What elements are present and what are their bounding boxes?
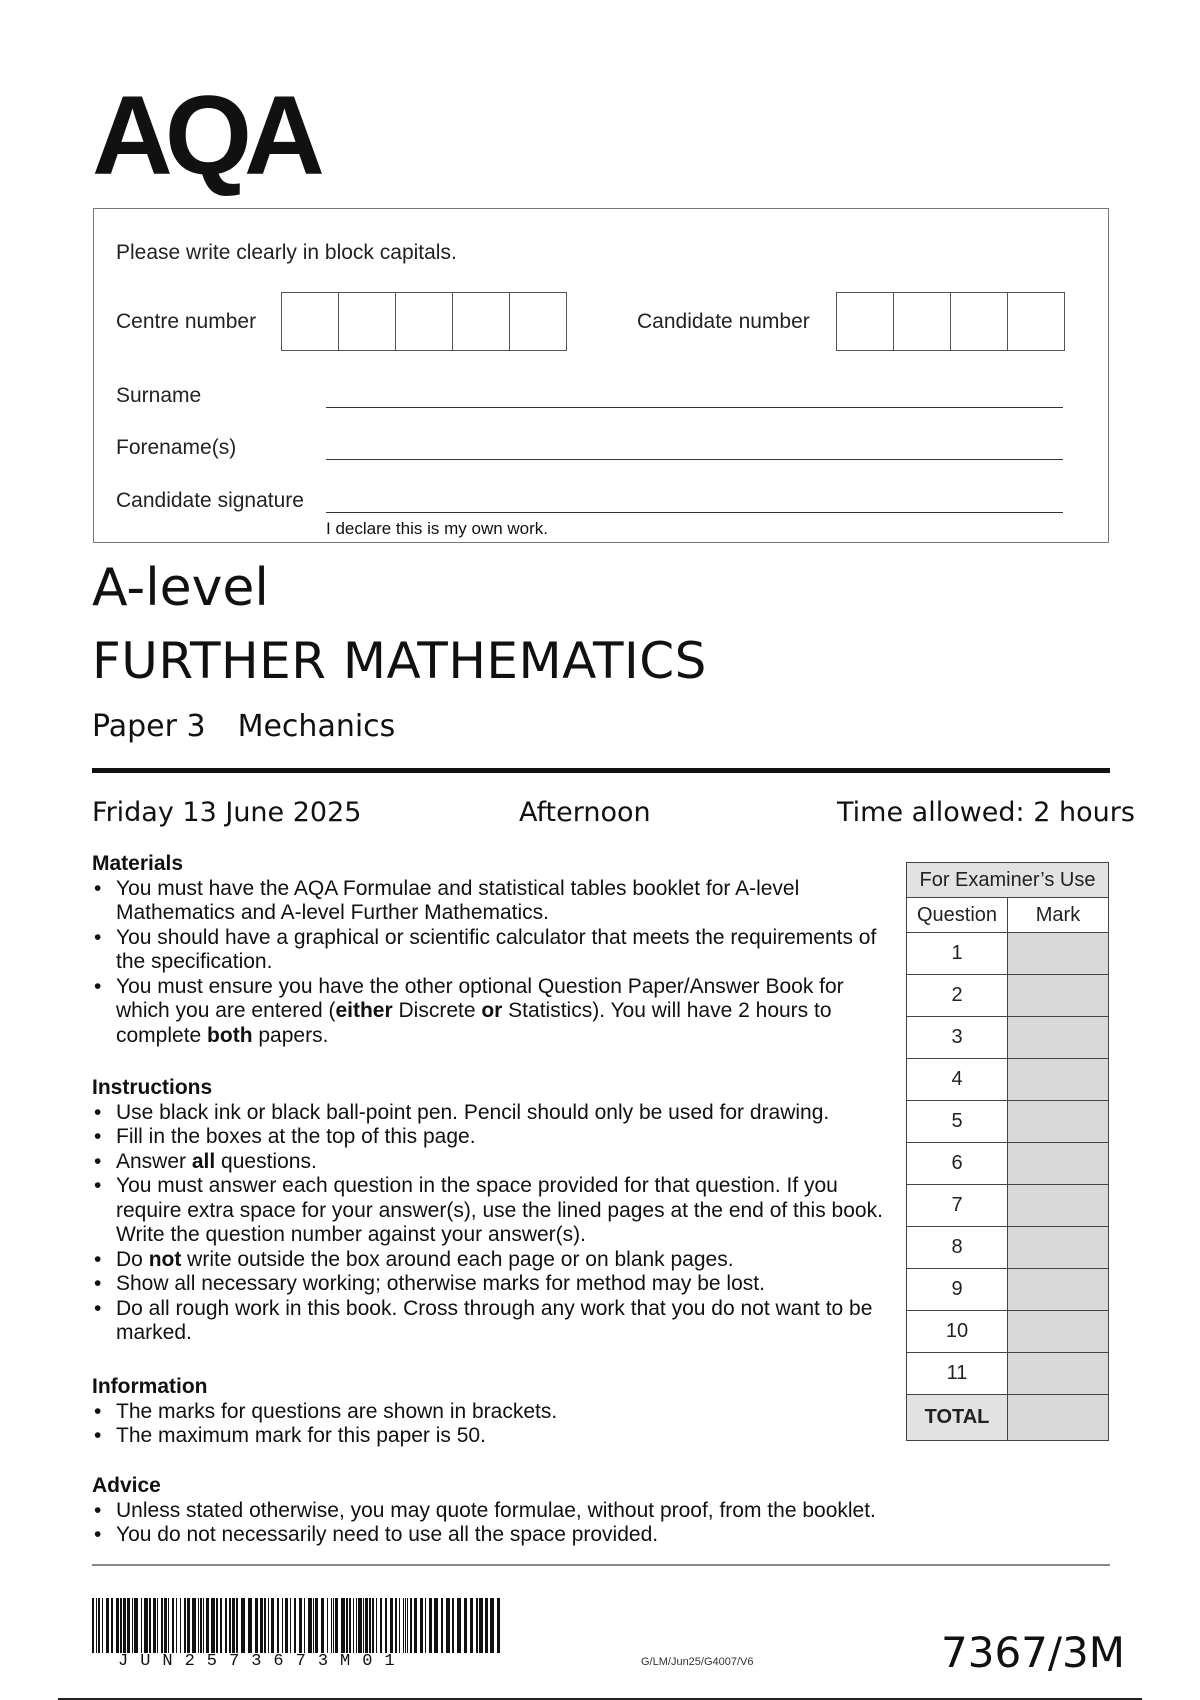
advice-section xyxy=(92,1474,992,1548)
document-reference: G/LM/Jun25/G4007/V6 xyxy=(641,1656,754,1668)
barcode xyxy=(92,1598,502,1653)
mark-cell xyxy=(1008,1143,1109,1185)
barcode-bar xyxy=(271,1598,274,1653)
barcode-bar xyxy=(464,1598,467,1653)
materials-item: • You should have a graphical or scientific calculator that meets the requirements of the specification. xyxy=(116,926,882,975)
materials-item: • You must ensure you have the other optional Question Paper/Answer Book for which you are entered (either Discrete or Statistics). You will have 2 hours to complete both papers. xyxy=(116,975,882,1049)
barcode-bar xyxy=(200,1598,202,1653)
centre-digit-box[interactable] xyxy=(395,292,453,351)
information-item: • The marks for questions are shown in brackets. xyxy=(116,1400,892,1425)
barcode-bar xyxy=(294,1598,296,1653)
materials-section xyxy=(92,852,882,1048)
materials-item: • You must have the AQA Formulae and statistical tables booklet for A-level Mathematics and A-level Further Mathematics. xyxy=(116,877,882,926)
information-item: • The maximum mark for this paper is 50. xyxy=(116,1424,892,1449)
barcode-bar xyxy=(184,1598,186,1653)
block-capitals-instruction: Please write clearly in block capitals. xyxy=(116,241,457,264)
candidate-digit-box[interactable] xyxy=(950,292,1008,351)
barcode-bar xyxy=(211,1598,215,1653)
barcode-bar xyxy=(485,1598,488,1653)
barcode-bar xyxy=(349,1598,351,1653)
mark-cell xyxy=(1008,1101,1109,1143)
total-label: TOTAL xyxy=(907,1395,1008,1441)
barcode-bar xyxy=(123,1598,126,1653)
barcode-bar xyxy=(327,1598,328,1653)
instructions-heading: Instructions xyxy=(92,1076,213,1099)
barcode-bar xyxy=(164,1598,167,1653)
candidate-digit-box[interactable] xyxy=(1007,292,1065,351)
footer-divider xyxy=(92,1564,1110,1566)
barcode-bar xyxy=(264,1598,266,1653)
barcode-bar xyxy=(172,1598,174,1653)
barcode-bar xyxy=(198,1598,199,1653)
barcode-bar xyxy=(385,1598,387,1653)
barcode-bar xyxy=(134,1598,138,1653)
advice-heading: Advice xyxy=(92,1474,161,1497)
subject-title: FURTHER MATHEMATICS xyxy=(92,632,707,690)
barcode-bar xyxy=(157,1598,158,1653)
advice-item: • You do not necessarily need to use all the space provided. xyxy=(116,1523,992,1548)
barcode-bar xyxy=(260,1598,263,1653)
instructions-item: • Answer all questions. xyxy=(116,1150,892,1175)
barcode-bar xyxy=(127,1598,130,1653)
barcode-bar xyxy=(376,1598,377,1653)
candidate-number-label: Candidate number xyxy=(637,310,810,333)
barcode-bar xyxy=(176,1598,177,1653)
barcode-bar xyxy=(429,1598,432,1653)
barcode-bar xyxy=(277,1598,279,1653)
instructions-section xyxy=(92,1076,892,1346)
instructions-item: • Do not write outside the box around each page or on blank pages. xyxy=(116,1248,892,1273)
barcode-bar xyxy=(452,1598,454,1653)
barcode-bar xyxy=(285,1598,288,1653)
instructions-item: • Show all necessary working; otherwise marks for method may be lost. xyxy=(116,1272,892,1297)
barcode-bar xyxy=(399,1598,400,1653)
barcode-bar xyxy=(434,1598,438,1653)
barcode-bar xyxy=(341,1598,345,1653)
total-mark-cell xyxy=(1008,1395,1109,1441)
mark-cell xyxy=(1008,933,1109,975)
barcode-bar xyxy=(116,1598,119,1653)
mark-cell xyxy=(1008,975,1109,1017)
examiner-table-title: For Examiner’s Use xyxy=(907,863,1109,898)
barcode-bar xyxy=(220,1598,222,1653)
barcode-bar xyxy=(315,1598,318,1653)
mark-cell xyxy=(1008,1185,1109,1227)
barcode-bar xyxy=(98,1598,100,1653)
mark-column-header: Mark xyxy=(1008,898,1109,933)
barcode-bar xyxy=(353,1598,354,1653)
title-rule xyxy=(92,768,1110,773)
centre-number-label: Centre number xyxy=(116,310,257,333)
paper-name: Mechanics xyxy=(237,709,396,744)
barcode-bar xyxy=(232,1598,235,1653)
barcode-bar xyxy=(255,1598,258,1653)
barcode-bar xyxy=(149,1598,151,1653)
barcode-text: JUN2573673M01 xyxy=(118,1652,407,1671)
mark-cell xyxy=(1008,1269,1109,1311)
paper-code: 7367/3M xyxy=(941,1628,1125,1677)
barcode-bar xyxy=(111,1598,113,1653)
barcode-bar xyxy=(153,1598,156,1653)
mark-cell xyxy=(1008,1017,1109,1059)
barcode-bar xyxy=(446,1598,450,1653)
mark-cell xyxy=(1008,1311,1109,1353)
barcode-bar xyxy=(236,1598,238,1653)
barcode-bar xyxy=(369,1598,371,1653)
barcode-bar xyxy=(92,1598,94,1653)
mark-cell xyxy=(1008,1059,1109,1101)
instructions-item: • Use black ink or black ball-point pen. Pencil should only be used for drawing. xyxy=(116,1101,892,1126)
surname-line[interactable] xyxy=(326,407,1063,408)
forename-line[interactable] xyxy=(326,459,1063,460)
instructions-item: • You must answer each question in the space provided for that question. If you require extra space for your answer(s), use the lined pages at the end of this book. Write the question number against your answer(s). xyxy=(116,1174,892,1248)
centre-digit-box[interactable] xyxy=(281,292,339,351)
question-number: 7 xyxy=(907,1185,1008,1227)
qualification-level: A-level xyxy=(92,558,269,618)
question-number: 11 xyxy=(907,1353,1008,1395)
barcode-bar xyxy=(365,1598,368,1653)
barcode-bar xyxy=(248,1598,252,1653)
barcode-bar xyxy=(407,1598,408,1653)
signature-label: Candidate signature xyxy=(116,489,304,512)
barcode-bar xyxy=(241,1598,245,1653)
barcode-bar xyxy=(290,1598,291,1653)
barcode-bar xyxy=(346,1598,348,1653)
barcode-bar xyxy=(304,1598,305,1653)
exam-session: Afternoon xyxy=(519,797,651,828)
barcode-bar xyxy=(497,1598,500,1653)
barcode-bar xyxy=(168,1598,169,1653)
advice-item: • Unless stated otherwise, you may quote formulae, without proof, from the booklet. xyxy=(116,1499,992,1524)
forename-label: Forename(s) xyxy=(116,436,237,459)
instructions-item: • Do all rough work in this book. Cross through any work that you do not want to be marked. xyxy=(116,1297,892,1346)
question-number: 5 xyxy=(907,1101,1008,1143)
barcode-bar xyxy=(313,1598,314,1653)
barcode-bar xyxy=(180,1598,181,1653)
barcode-bar xyxy=(206,1598,209,1653)
barcode-bar xyxy=(299,1598,302,1653)
question-column-header: Question xyxy=(907,898,1008,933)
barcode-bar xyxy=(132,1598,133,1653)
centre-digit-box[interactable] xyxy=(338,292,396,351)
mark-cell xyxy=(1008,1227,1109,1269)
question-number: 8 xyxy=(907,1227,1008,1269)
barcode-bar xyxy=(161,1598,163,1653)
barcode-bar xyxy=(106,1598,109,1653)
barcode-bar xyxy=(144,1598,148,1653)
barcode-bar xyxy=(333,1598,334,1653)
information-heading: Information xyxy=(92,1375,208,1398)
instructions-item: • Fill in the boxes at the top of this page. xyxy=(116,1125,892,1150)
materials-heading: Materials xyxy=(92,852,184,875)
information-section xyxy=(92,1375,892,1449)
surname-label: Surname xyxy=(116,384,202,407)
barcode-bar xyxy=(102,1598,103,1653)
question-number: 1 xyxy=(907,933,1008,975)
barcode-bar xyxy=(403,1598,404,1653)
question-number: 2 xyxy=(907,975,1008,1017)
time-allowed: Time allowed: 2 hours xyxy=(837,797,1135,828)
barcode-bar xyxy=(395,1598,397,1653)
barcode-bar xyxy=(490,1598,494,1653)
barcode-bar xyxy=(358,1598,362,1653)
barcode-bar xyxy=(414,1598,417,1653)
barcode-bar xyxy=(268,1598,269,1653)
question-number: 9 xyxy=(907,1269,1008,1311)
question-number: 10 xyxy=(907,1311,1008,1353)
barcode-bar xyxy=(229,1598,231,1653)
declaration-text: I declare this is my own work. xyxy=(326,519,549,538)
centre-digit-box[interactable] xyxy=(509,292,567,351)
barcode-bar xyxy=(425,1598,426,1653)
barcode-bar xyxy=(390,1598,393,1653)
exam-date: Friday 13 June 2025 xyxy=(92,797,362,828)
question-number: 3 xyxy=(907,1017,1008,1059)
barcode-bar xyxy=(141,1598,142,1653)
barcode-bar xyxy=(410,1598,412,1653)
barcode-bar xyxy=(356,1598,357,1653)
barcode-bar xyxy=(335,1598,338,1653)
barcode-bar xyxy=(372,1598,374,1653)
barcode-bar xyxy=(331,1598,332,1653)
barcode-bar xyxy=(216,1598,218,1653)
candidate-digit-box[interactable] xyxy=(893,292,951,351)
barcode-bar xyxy=(476,1598,478,1653)
candidate-digit-box[interactable] xyxy=(836,292,894,351)
barcode-bar xyxy=(457,1598,461,1653)
barcode-bar xyxy=(282,1598,283,1653)
paper-title xyxy=(92,709,395,744)
barcode-bar xyxy=(321,1598,324,1653)
signature-line[interactable] xyxy=(326,512,1063,513)
barcode-bar xyxy=(192,1598,196,1653)
centre-digit-box[interactable] xyxy=(452,292,510,351)
barcode-bar xyxy=(187,1598,190,1653)
examiner-use-table xyxy=(906,862,1109,1441)
barcode-bar xyxy=(225,1598,227,1653)
barcode-bar xyxy=(120,1598,122,1653)
paper-number: Paper 3 xyxy=(92,709,206,744)
barcode-bar xyxy=(479,1598,483,1653)
barcode-bar xyxy=(203,1598,204,1653)
barcode-bar xyxy=(380,1598,382,1653)
question-number: 4 xyxy=(907,1059,1008,1101)
barcode-bar xyxy=(96,1598,97,1653)
barcode-bar xyxy=(441,1598,443,1653)
barcode-bar xyxy=(308,1598,312,1653)
barcode-bar xyxy=(470,1598,473,1653)
question-number: 6 xyxy=(907,1143,1008,1185)
barcode-bar xyxy=(363,1598,364,1653)
barcode-bar xyxy=(420,1598,423,1653)
aqa-logo: AQA xyxy=(92,73,317,198)
mark-cell xyxy=(1008,1353,1109,1395)
barcode-bar xyxy=(405,1598,406,1653)
